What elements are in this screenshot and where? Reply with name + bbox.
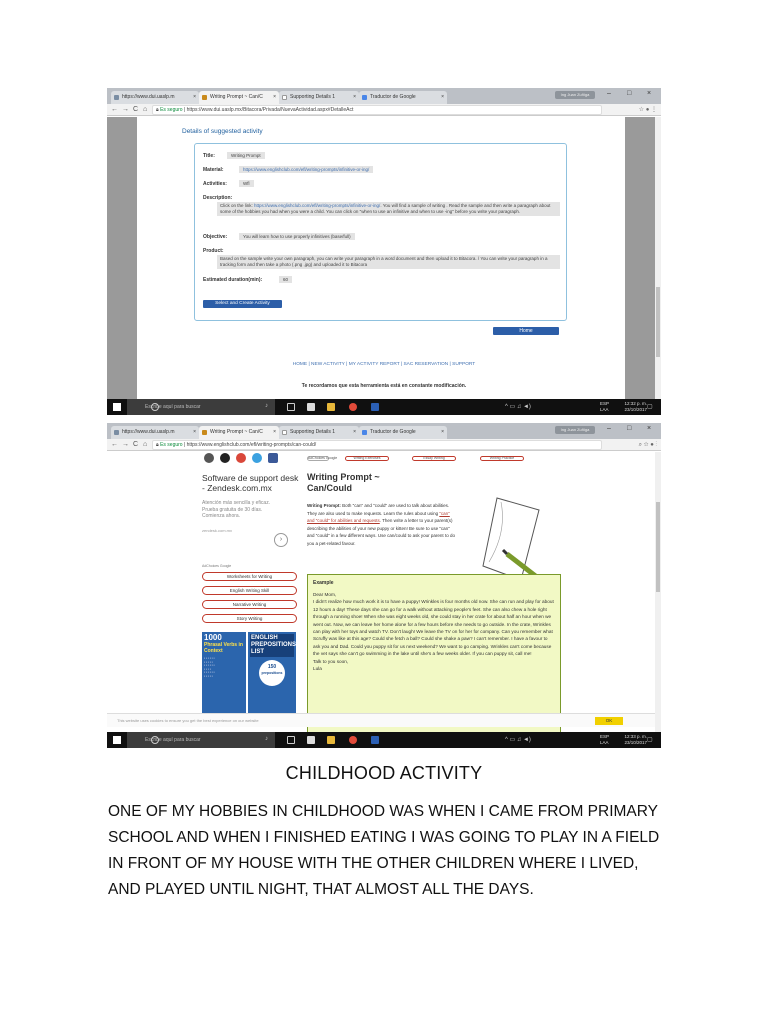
writing-prompt-intro	[307, 502, 457, 547]
address-bar	[107, 439, 661, 451]
phrasal-verbs-book-ad[interactable]	[202, 632, 246, 720]
taskbar-search[interactable]	[127, 732, 275, 748]
material-link[interactable]: https://www.englishclub.com/efl/writing-prompts/infinitive-or-ing/	[239, 166, 373, 173]
clock-date: 23/10/2017	[624, 407, 647, 412]
book-title: ENGLISH PREPOSITIONS LIST	[251, 635, 296, 655]
page-title	[307, 472, 417, 494]
footer-links[interactable]: HOME | NEW ACTIVITY | MY ACTIVITY REPORT | SAC RESERVATION | SUPPORT	[292, 362, 476, 367]
intro-label: Writing Prompt:	[307, 503, 341, 508]
example-heading: Example	[313, 580, 334, 586]
tab-label: https://www.dui.uaslp.m	[122, 429, 175, 435]
favicon-icon	[202, 430, 207, 435]
close-tab-icon[interactable]: ×	[193, 94, 196, 100]
word-icon[interactable]	[371, 403, 379, 411]
browser-tab[interactable]	[199, 91, 279, 104]
close-tab-icon[interactable]: ×	[441, 94, 444, 100]
book-cover-text: ▪ ▪ ▪ ▪ ▪ ▪ ▪ ▪ ▪ ▪ ▪ ▪ ▪ ▪ ▪ ▪ ▪ ▪ ▪ ▪ ▪ ▪ ▪ ▪ ▪ ▪ ▪ ▪ ▪ ▪ ▪ ▪	[204, 656, 215, 678]
browser-tab[interactable]	[111, 91, 199, 104]
close-window-icon[interactable]: ×	[647, 425, 652, 432]
clock-date: 23/10/2017	[624, 740, 647, 745]
description-value	[217, 202, 560, 216]
screenshot-englishclub	[107, 423, 661, 748]
email-share-icon[interactable]	[204, 453, 214, 463]
ad-arrow-icon[interactable]: ›	[274, 533, 288, 547]
tray-icons[interactable]: ^ ▭ ♫ ◄)	[505, 737, 531, 743]
favicon-icon	[282, 430, 287, 435]
browser-tab[interactable]	[279, 426, 359, 439]
notifications-icon[interactable]: ▢	[647, 737, 653, 743]
select-create-activity-button[interactable]: Select and Create Activity	[203, 300, 282, 308]
secure-label: Es seguro	[160, 442, 183, 448]
adchoices-tab[interactable]: AdChoices Google	[308, 456, 338, 460]
cookie-ok-button[interactable]: OK	[595, 717, 623, 725]
forward-icon[interactable]: →	[122, 441, 129, 448]
browser-tabstrip	[107, 88, 661, 104]
googleplus-share-icon[interactable]	[236, 453, 246, 463]
title-label: Title:	[203, 153, 215, 159]
back-icon[interactable]: ←	[111, 441, 118, 448]
favicon-icon	[362, 95, 367, 100]
url-input[interactable]: 🔒︎ Es seguro | https://www.englishclub.com/efl/writing-prompts/can-could/	[152, 440, 602, 450]
book-subtitle: Phrasal Verbs in Context	[204, 642, 243, 654]
windows-start-icon[interactable]	[113, 736, 121, 744]
home-icon[interactable]: ⌂	[143, 441, 148, 448]
example-letter-box	[307, 574, 561, 734]
ad-text: Atención más sencilla y eficaz. Prueba gratuita de 30 días. Comienza ahora.	[202, 500, 271, 519]
scrollbar[interactable]	[655, 452, 661, 734]
minimize-icon[interactable]: –	[607, 425, 611, 432]
close-tab-icon[interactable]: ×	[353, 429, 356, 435]
chrome-icon[interactable]	[349, 403, 357, 411]
close-tab-icon[interactable]: ×	[273, 94, 276, 100]
toolbar-icons[interactable]: ☆ ● ⋮	[638, 107, 657, 113]
objective-value: You will learn how to use properly infinitives (base/full)	[239, 233, 355, 240]
book-count: 150	[267, 664, 277, 670]
right-margin	[625, 117, 655, 399]
page-title-text: Writing Prompt ~ Can/Could	[307, 472, 380, 493]
taskbar-search[interactable]	[127, 399, 275, 415]
file-explorer-icon[interactable]	[327, 403, 335, 411]
address-bar	[107, 104, 661, 116]
close-tab-icon[interactable]: ×	[273, 429, 276, 435]
cortana-icon	[151, 403, 159, 411]
close-window-icon[interactable]: ×	[647, 90, 652, 97]
browser-tab[interactable]	[359, 91, 447, 104]
product-value: Based on the sample write your own paragraph, you can write your paragraph in a word document and then upload it to Bitacora. / You can write your paragraph in a tracking form and then take a photo (.png .jpg) and uploaded it to Bitacora	[217, 255, 560, 269]
document-body: ONE OF MY HOBBIES IN CHILDHOOD WAS WHEN I CAME FROM PRIMARY SCHOOL AND WHEN I FINISHED EATING I WAS GOING TO PLAY IN A FIELD IN FRONT OF MY HOUSE WITH THE OTHER CHILDREN WHERE I LIVED, AND PLAYED UNTIL NIGHT, THAT ALMOST ALL THE DAYS.	[108, 803, 660, 898]
writing-exercises-tab[interactable]: Writing Exercises	[345, 456, 389, 461]
maximize-icon[interactable]: □	[627, 425, 632, 432]
activities-value: Wfl	[239, 180, 254, 187]
essay-writing-tab[interactable]: Essay Writing	[412, 456, 456, 461]
footer-note: Te recordamos que esta herramienta está en constante modificación.	[301, 383, 467, 389]
word-icon[interactable]	[371, 736, 379, 744]
tab-label: Traductor de Google	[370, 94, 416, 100]
lang-code: ESP	[599, 401, 609, 406]
browser-tabstrip	[107, 423, 661, 439]
file-explorer-icon[interactable]	[327, 736, 335, 744]
screenshot-bitacora	[107, 88, 661, 415]
cookie-banner	[107, 713, 655, 727]
favicon-icon	[202, 95, 207, 100]
task-view-icon[interactable]	[287, 736, 295, 744]
favicon-icon	[362, 430, 367, 435]
tray-icons[interactable]: ^ ▭ ♫ ◄)	[505, 404, 531, 410]
adchoices-label[interactable]: AdChoices Google	[202, 564, 232, 568]
taskbar-search-text: Escribe aquí para buscar	[145, 737, 201, 743]
profile-button[interactable]: Ing Juan Zuñiga	[555, 426, 595, 434]
home-button[interactable]: Home	[493, 327, 559, 335]
story-writing-link[interactable]: Story Writing	[202, 614, 297, 623]
example-salutation: Dear Mom,	[313, 592, 337, 597]
notifications-icon[interactable]: ▢	[647, 404, 653, 410]
close-tab-icon[interactable]: ×	[353, 94, 356, 100]
lock-icon: 🔒︎	[156, 442, 159, 448]
writing-practice-tab[interactable]: Writing Practice	[480, 456, 524, 461]
english-writing-skill-link[interactable]: English Writing Skill	[202, 586, 297, 595]
example-signature: Lula	[313, 666, 322, 672]
lock-icon: 🔒︎	[156, 107, 159, 113]
browser-tab[interactable]	[359, 426, 447, 439]
tab-label: Writing Prompt ~ Can/C	[210, 429, 263, 435]
example-closing: Talk to you soon,	[313, 658, 349, 664]
description-prefix: Click on the link:	[220, 203, 255, 208]
windows-taskbar	[107, 732, 661, 748]
edge-icon[interactable]	[307, 403, 315, 411]
browser-tab[interactable]	[111, 426, 199, 439]
microphone-icon[interactable]: ♪	[265, 403, 268, 409]
close-tab-icon[interactable]: ×	[441, 429, 444, 435]
worksheets-for-writing-link[interactable]: Worksheets for Writing	[202, 572, 297, 581]
cookie-text: This website uses cookies to ensure you get the best experience on our website	[117, 718, 259, 723]
description-rest: . You will find a sample of writing . Read the sample and then write a paragraph about some of the hobbies you had when you were a child. You can click on "when to use an infinitive and when to use -ing" before you write your paragraph.	[220, 203, 551, 214]
toolbar-icons[interactable]: ⌕ ☆ ● ⋮	[638, 442, 657, 448]
clock-time: 12:33 p. m.	[624, 734, 647, 739]
left-margin	[107, 117, 137, 399]
facebook-share-icon[interactable]	[268, 453, 278, 463]
home-icon[interactable]: ⌂	[143, 106, 148, 113]
chrome-icon[interactable]	[349, 736, 357, 744]
book-title: 1000	[204, 633, 222, 642]
tab-label: Traductor de Google	[370, 429, 416, 435]
twitter-share-icon[interactable]	[252, 453, 262, 463]
minimize-icon[interactable]: –	[607, 90, 611, 97]
url-text: https://www.englishclub.com/efl/writing-prompts/can-could/	[186, 442, 317, 448]
reload-icon[interactable]: C	[133, 106, 139, 113]
favicon-icon	[282, 95, 287, 100]
windows-start-icon[interactable]	[113, 403, 121, 411]
duration-label: Estimated duration(min):	[203, 277, 263, 283]
language-indicator[interactable]	[600, 734, 609, 746]
material-label: Material:	[203, 167, 224, 173]
print-share-icon[interactable]	[220, 453, 230, 463]
duration-value: 60	[279, 276, 292, 283]
scrollbar[interactable]	[655, 117, 661, 399]
lang-layout: LAA	[599, 407, 609, 412]
activities-label: Activities:	[203, 181, 227, 187]
favicon-icon	[114, 95, 119, 100]
forward-icon[interactable]: →	[122, 106, 129, 113]
back-icon[interactable]: ←	[111, 106, 118, 113]
tab-label: Supporting Details 1	[290, 94, 336, 100]
page-content	[107, 452, 661, 732]
maximize-icon[interactable]: □	[627, 90, 632, 97]
url-text: https://www.dui.uaslp.mx/Bitacora/Privada/NuevaActividad.aspx#DetalleAct	[186, 107, 354, 113]
ad-site[interactable]: zendesk.com.mx	[202, 528, 233, 533]
prepositions-book-ad[interactable]	[248, 632, 296, 720]
title-value: Writing Prompt	[227, 152, 265, 159]
scrollbar-thumb[interactable]	[656, 502, 660, 592]
scrollbar-thumb[interactable]	[656, 287, 660, 357]
task-view-icon[interactable]	[287, 403, 295, 411]
edge-icon[interactable]	[307, 736, 315, 744]
ad-title[interactable]: Software de support desk - Zendesk.com.mx	[202, 473, 299, 493]
favicon-icon	[114, 430, 119, 435]
lang-layout: LAA	[599, 740, 609, 745]
description-label: Description:	[203, 195, 233, 201]
url-input[interactable]: 🔒︎ Es seguro | https://www.dui.uaslp.mx/Bitacora/Privada/NuevaActividad.aspx#DetalleAct	[152, 105, 602, 115]
narrative-writing-link[interactable]: Narrative Writing	[202, 600, 297, 609]
description-link[interactable]: https://www.englishclub.com/efl/writing-prompts/infinitive-or-ing/	[254, 203, 381, 208]
book-count-label: prepositions	[261, 671, 283, 675]
product-label: Product:	[203, 248, 224, 254]
tab-label: https://www.dui.uaslp.m	[122, 94, 175, 100]
browser-tab[interactable]	[279, 91, 359, 104]
lang-code: ESP	[599, 734, 609, 739]
example-body: I didn't realize how much work it is to have a puppy! Wrinkles is four months old now. She can run and play for about 12 hours a day! These days she can go for a walk without attacking people's feet. She can also chew a hole right through a running shoe! When she was eight weeks old, she could stay in her crate for about half an hour when we went out. Now, we can leave her home alone for a few hours before she needs to go outside. In the crate, Wrinkles can play with her toys and watch TV. Don't laugh! We leave the TV on for her for company. Can you remember what Scruffy was like at this age? Could she fetch a ball? Could she shake a paw? I can't remember. I have a favour to ask you and Dad. Could you puppy sit for us next weekend? We want to go camping. Wrinkles can't come because the vet says she can't go swimming in the lake until she's a few weeks older. If you can puppy sit, call me!	[313, 599, 554, 657]
microphone-icon[interactable]: ♪	[265, 736, 268, 742]
intro-text-b: . Then write a letter to your parent(s) describing the abilities of your new puppy or kitten! Be sure to use "can" and "could" in a few different ways. Use can/could to ask your parent to do you a pet-related favour.	[307, 518, 455, 546]
secure-label: Es seguro	[160, 107, 183, 113]
page-content	[107, 117, 661, 399]
intro-text-a: Both "can" and "could" are used to talk about abilities. They are also used to make requests. Learn the rules about using	[307, 503, 450, 516]
activity-details-panel	[194, 143, 567, 321]
details-heading: Details of suggested activity	[182, 128, 263, 135]
windows-taskbar	[107, 399, 661, 415]
tab-label: Writing Prompt ~ Can/C	[210, 94, 263, 100]
book-badge	[259, 660, 285, 686]
can-could-rules-link[interactable]: "can" and "could" for abilities and requests	[307, 510, 450, 523]
taskbar-search-text: Escribe aquí para buscar	[145, 404, 201, 410]
tab-label: Supporting Details 1	[290, 429, 336, 435]
clock[interactable]	[624, 734, 647, 746]
objective-label: Objective:	[203, 234, 228, 240]
close-tab-icon[interactable]: ×	[193, 429, 196, 435]
browser-tab[interactable]	[199, 426, 279, 439]
cortana-icon	[151, 736, 159, 744]
reload-icon[interactable]: C	[133, 441, 139, 448]
clock-time: 12:32 p. m.	[624, 401, 647, 406]
profile-button[interactable]: Ing Juan Zuñiga	[555, 91, 595, 99]
clock[interactable]	[624, 401, 647, 413]
document-title: CHILDHOOD ACTIVITY	[285, 763, 483, 783]
language-indicator[interactable]	[600, 401, 609, 413]
